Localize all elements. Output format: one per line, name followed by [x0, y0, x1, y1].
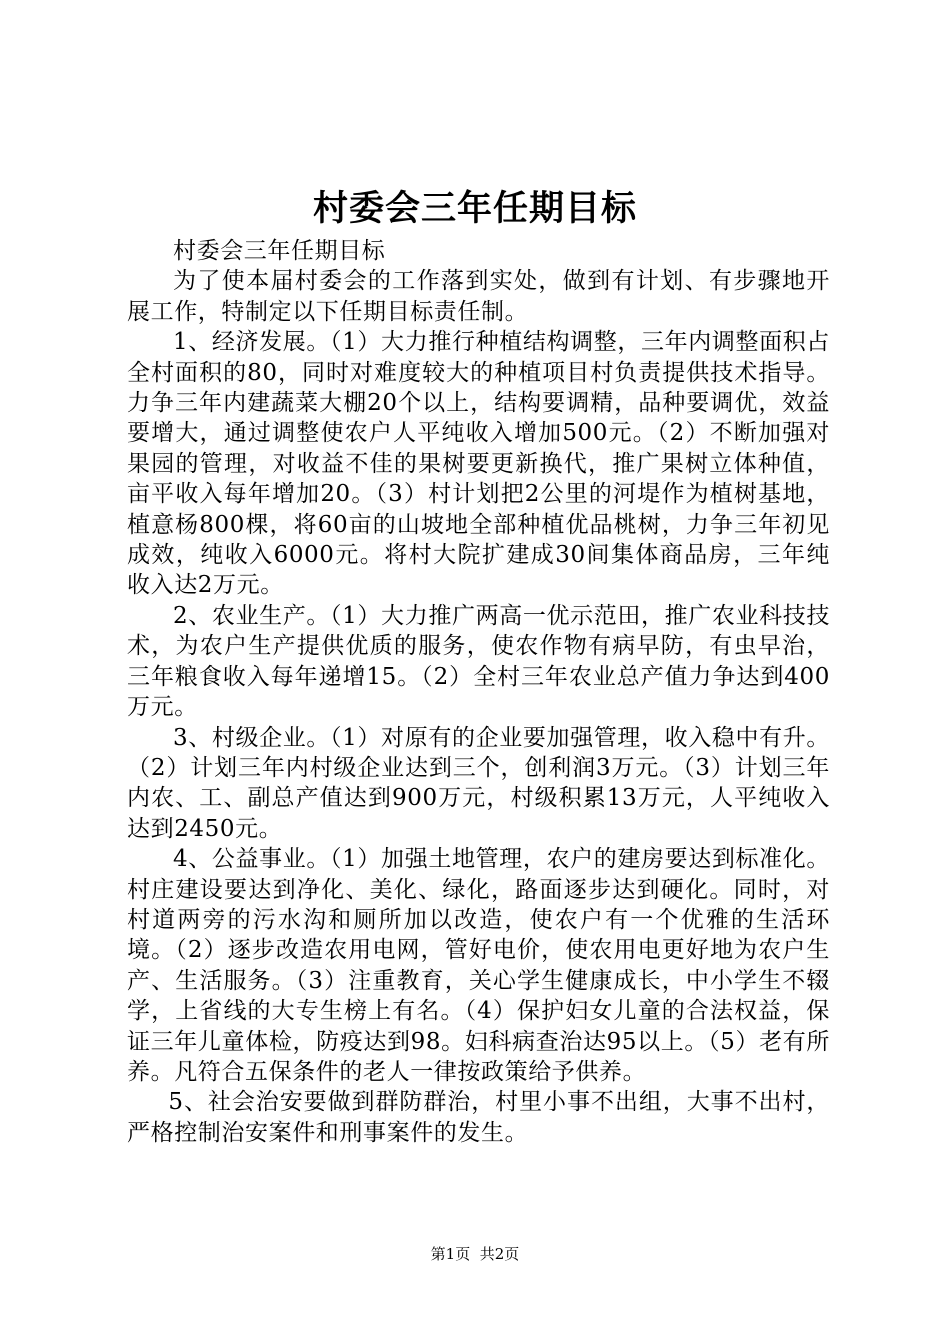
page-total: 共2页	[479, 1245, 520, 1263]
paragraph-economic-development: 1、经济发展。（1）大力推行种植结构调整，三年内调整面积占全村面积的80，同时对难度较大的种植项目村负责提供技术指导。力争三年内建蔬菜大棚20个以上，结构要调精，品种要调优，效益要增大，通过调整使农户人平纯收入增加500元。（2）不断加强对果园的管理，对收益不佳的果树要更新换代，推广果树立体种值，亩平收入每年增加20。（3）村计划把2公里的河堤作为植树基地，植意杨800棵，将60亩的山坡地全部种植优品桃树，力争三年初见成效，纯收入6000元。将村大院扩建成30间集体商品房，三年纯收入达2万元。	[127, 329, 830, 599]
paragraph-agricultural-production: 2、农业生产。（1）大力推广两高一优示范田，推广农业科技技术，为农户生产提供优质的服务，使农作物有病早防，有虫早治，三年粮食收入每年递增15。（2）全村三年农业总产值力争达到400万元。	[127, 602, 830, 721]
document-title: 村委会三年任期目标	[312, 188, 637, 229]
paragraph-subtitle: 村委会三年任期目标	[173, 238, 386, 264]
document-body	[127, 236, 830, 1148]
page-footer	[0, 1244, 950, 1264]
paragraph-intro: 为了使本届村委会的工作落到实处，做到有计划、有步骤地开展工作，特制定以下任期目标责任制。	[127, 268, 830, 325]
paragraph-public-security: 5、社会治安要做到群防群治，村里小事不出组，大事不出村，严格控制治安案件和刑事案件的发生。	[127, 1089, 830, 1146]
page-number: 第1页	[430, 1245, 471, 1263]
paragraph-public-welfare: 4、公益事业。（1）加强土地管理，农户的建房要达到标准化。村庄建设要达到净化、美化、绿化，路面逐步达到硬化。同时，对村道两旁的污水沟和厕所加以改造，使农户有一个优雅的生活环境。（2）逐步改造农用电网，管好电价，使农用电更好地为农户生产、生活服务。（3）注重教育，关心学生健康成长，中小学生不辍学，上省线的大专生榜上有名。（4）保护妇女儿童的合法权益，保证三年儿童体检，防疫达到98。妇科病查治达95以上。（5）老有所养。凡符合五保条件的老人一律按政策给予供养。	[127, 846, 830, 1085]
paragraph-village-enterprise: 3、村级企业。（1）对原有的企业要加强管理，收入稳中有升。（2）计划三年内村级企业达到三个，创利润3万元。（3）计划三年内农、工、副总产值达到900万元，村级积累13万元，人平纯收入达到2450元。	[127, 724, 830, 842]
